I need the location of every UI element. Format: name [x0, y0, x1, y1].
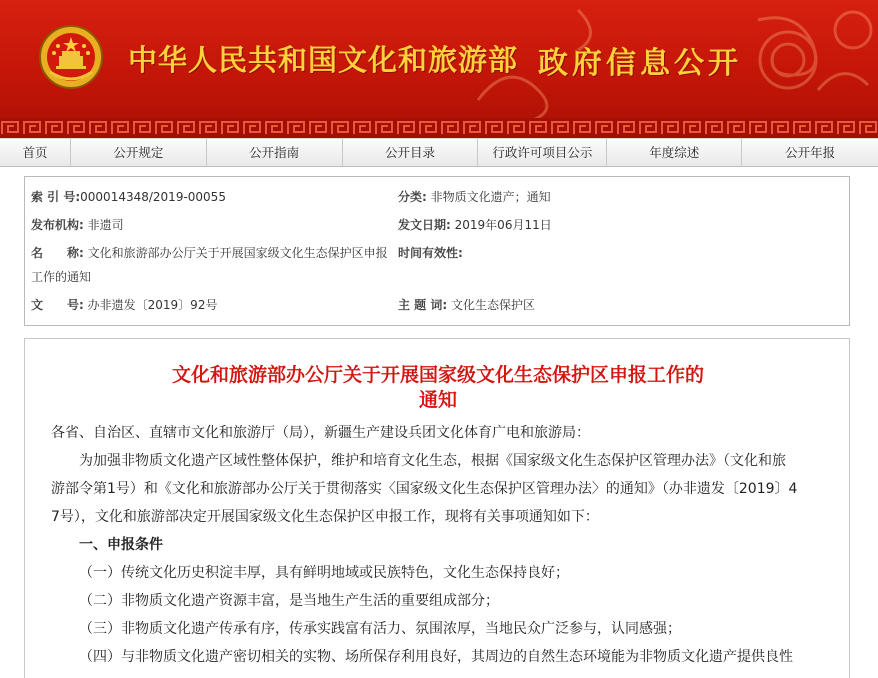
- nav-disclosure-rules[interactable]: 公开规定: [71, 139, 207, 166]
- meta-docno-label: 文 号:: [31, 298, 84, 312]
- meta-docno: [31, 293, 217, 317]
- meta-validity-label: 时间有效性:: [398, 246, 463, 260]
- site-banner: [0, 0, 878, 118]
- nav-annual-report[interactable]: 公开年报: [785, 145, 836, 160]
- meta-date-label: 发文日期:: [398, 218, 451, 232]
- meta-index-value: 000014348/2019-00055: [80, 190, 226, 204]
- meta-category-label: 分类:: [398, 190, 427, 204]
- article-title-line1: 文化和旅游部办公厅关于开展国家级文化生态保护区申报工作的: [171, 364, 704, 386]
- condition-2: （二）非物质文化遗产资源丰富，是当地生产生活的重要组成部分；: [79, 593, 499, 609]
- condition-3: （三）非物质文化遗产传承有序，传承实践富有活力、氛围浓厚，当地民众广泛参与，认同感强；: [79, 621, 681, 637]
- fret-border-decoration: [0, 118, 878, 138]
- meta-name: [31, 241, 391, 289]
- nav-home[interactable]: 首页: [0, 139, 71, 166]
- condition-4: （四）与非物质文化遗产密切相关的实物、场所保存利用良好，其周边的自然生态环境能为非物质文化遗产提供良性: [79, 649, 793, 665]
- intro-line2: 游部令第1号）和《文化和旅游部办公厅关于贯彻落实〈国家级文化生态保护区管理办法〉的通知》（办非遗发〔2019〕4: [51, 481, 798, 497]
- meta-name-value-line2: 工作的通知: [31, 270, 92, 284]
- meta-category: [398, 185, 551, 209]
- meta-category-value: 非物质文化遗产；通知: [430, 190, 551, 204]
- section1-heading: 一、申报条件: [79, 537, 163, 553]
- meta-issuer: [31, 213, 124, 237]
- national-emblem-icon: [38, 24, 104, 90]
- salutation: 各省、自治区、直辖市文化和旅游厅（局），新疆生产建设兵团文化体育广电和旅游局：: [51, 425, 590, 441]
- nav-disclosure-catalog[interactable]: 公开目录: [343, 139, 479, 166]
- article-body: [24, 338, 850, 678]
- condition-1: （一）传统文化历史积淀丰厚，具有鲜明地域或民族特色，文化生态保持良好；: [79, 565, 569, 581]
- meta-index-label: 索 引 号:: [31, 190, 81, 204]
- meta-subject: [398, 293, 535, 317]
- article-title-line2: 通知: [418, 389, 457, 411]
- document-meta-box: [24, 176, 850, 326]
- meta-index: [31, 185, 226, 209]
- meta-date-value: 2019年06月11日: [454, 218, 552, 232]
- nav-admin-license[interactable]: 行政许可项目公示: [478, 139, 607, 166]
- meta-issuer-value: 非遗司: [87, 218, 124, 232]
- meta-issuer-label: 发布机构:: [31, 218, 84, 232]
- meta-docno-value: 办非遗发〔2019〕92号: [87, 298, 218, 312]
- intro-line1: 为加强非物质文化遗产区域性整体保护，维护和培育文化生态，根据《国家级文化生态保护区管理办法》（文化和旅: [79, 453, 786, 469]
- main-nav: [0, 138, 878, 167]
- meta-name-label: 名 称:: [31, 246, 84, 260]
- meta-name-value-line1: 文化和旅游部办公厅关于开展国家级文化生态保护区申报: [87, 246, 388, 260]
- gov-info-public-title: 政府信息公开: [538, 46, 742, 81]
- meta-subject-value: 文化生态保护区: [450, 298, 535, 312]
- nav-disclosure-guide[interactable]: 公开指南: [207, 139, 343, 166]
- meta-date: [398, 213, 552, 237]
- meta-validity: [398, 241, 463, 265]
- meta-subject-label: 主 题 词:: [398, 298, 448, 312]
- ministry-title: 中华人民共和国文化和旅游部: [128, 43, 519, 77]
- intro-line3: 7号），文化和旅游部决定开展国家级文化生态保护区申报工作，现将有关事项通知如下：: [51, 509, 599, 525]
- nav-annual-review[interactable]: 年度综述: [607, 139, 742, 166]
